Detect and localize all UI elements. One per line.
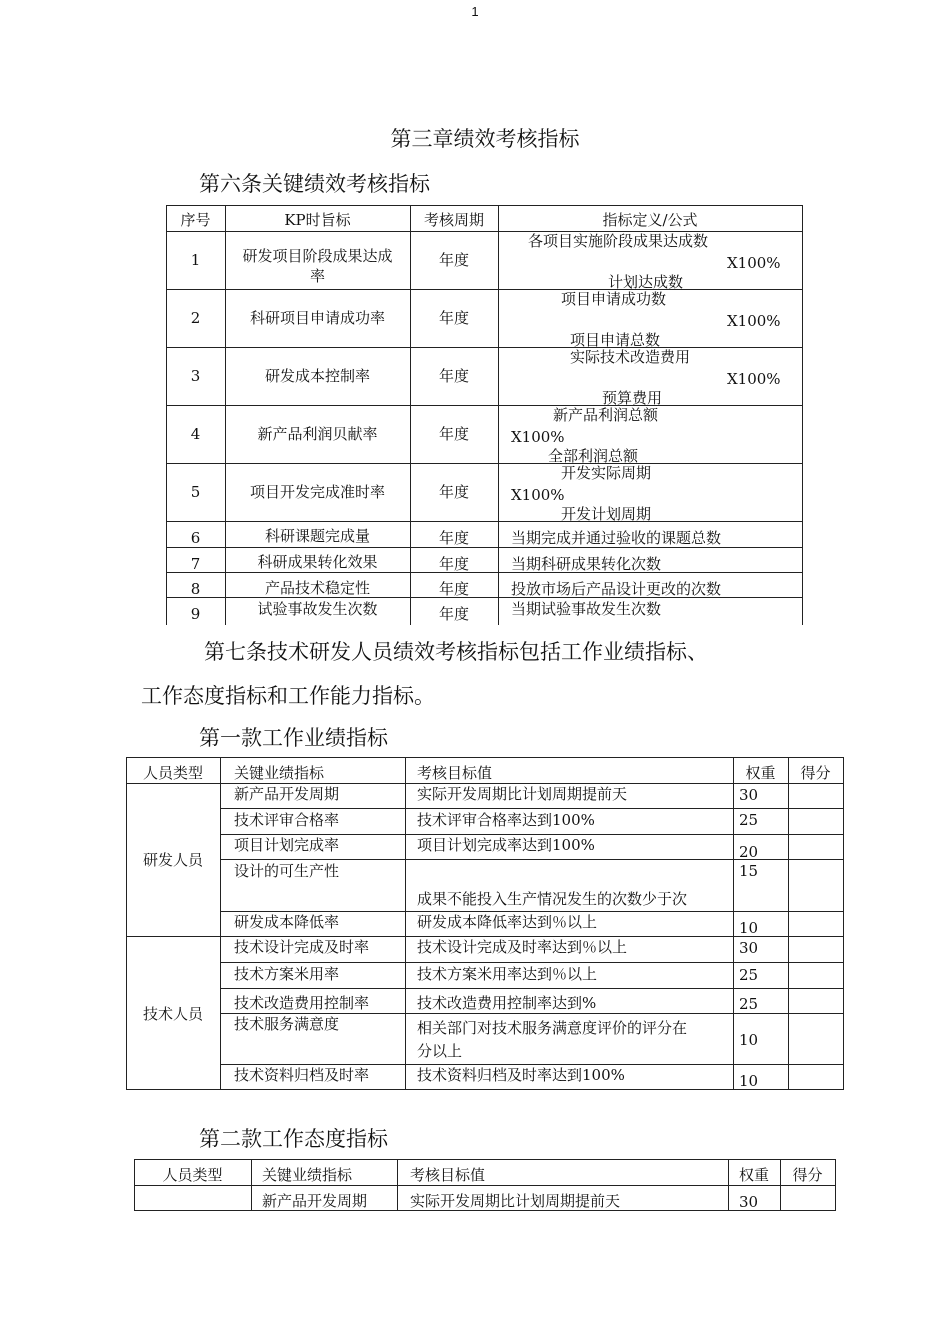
kpi-row-definition: 当期完成并通过验收的课题总数 (511, 529, 722, 547)
formula-denominator: 开发计划周期 (561, 505, 652, 523)
perf-header-target: 考核目标值 (417, 764, 493, 782)
kpi-row-name: 研发项目阶段成果达成 (242, 247, 393, 265)
perf-row-indicator: 技术改造费用控制率 (234, 994, 370, 1012)
kpi-row-no: 8 (190, 580, 201, 598)
formula-numerator: 实际技术改造费用 (570, 348, 691, 366)
formula-numerator: 各项目实施阶段成果达成数 (528, 232, 709, 250)
perf-header-weight: 权重 (745, 764, 776, 782)
perf-header-indicator: 关键业绩指标 (234, 764, 325, 782)
perf-row-target: 项目计划完成率达到100% (417, 836, 595, 854)
kpi-row-definition: 当期科研成果转化次数 (511, 555, 662, 573)
kpi-row-period: 年度 (438, 251, 469, 269)
perf-row-target: 成果不能投入生产情况发生的次数少于次 (417, 890, 688, 908)
kpi-row-period: 年度 (438, 529, 469, 547)
chapter-title: 第三章绩效考核指标 (390, 127, 580, 151)
formula-denominator: 计划达成数 (608, 273, 684, 291)
kpi-row-no: 2 (190, 309, 201, 327)
kpi-row-name: 研发成本控制率 (264, 367, 370, 385)
kpi-header-period: 考核周期 (423, 211, 484, 229)
kpi-header-definition: 指标定义/公式 (602, 211, 698, 229)
perf-row-weight: 25 (739, 995, 759, 1013)
perf-row-indicator: 技术设计完成及时率 (234, 938, 370, 956)
perf-row-indicator: 技术服务满意度 (234, 1015, 340, 1033)
kpi-row-definition: 当期试验事故发生次数 (511, 600, 662, 618)
att-header-weight: 权重 (738, 1166, 769, 1184)
article7-line1: 第七条技术研发人员绩效考核指标包括工作业绩指标、 (204, 640, 708, 664)
kpi-row-no: 6 (190, 529, 201, 547)
perf-row-target: 技术评审合格率达到100% (417, 811, 595, 829)
att-row-target: 实际开发周期比计划周期提前天 (410, 1192, 621, 1210)
formula-numerator: 新产品利润总额 (553, 406, 659, 424)
formula-numerator: 项目申请成功数 (561, 290, 667, 308)
perf-row-indicator: 新产品开发周期 (234, 785, 340, 803)
formula-multiplier: X100% (727, 254, 781, 272)
kpi-header-name: KP时旨标 (284, 211, 351, 229)
kpi-row-name: 新产品利润贝献率 (257, 425, 378, 443)
perf-header-type: 人员类型 (142, 764, 203, 782)
perf-header-score: 得分 (800, 764, 831, 782)
formula-denominator: 项目申请总数 (570, 331, 661, 349)
perf-row-target: 技术资料归档及时率达到100% (417, 1066, 625, 1084)
kpi-row-period: 年度 (438, 309, 469, 327)
kpi-row-name: 试验事故发生次数 (257, 600, 378, 618)
kpi-row-period: 年度 (438, 425, 469, 443)
perf-row-weight: 10 (739, 1072, 759, 1090)
formula-numerator: 开发实际周期 (561, 464, 652, 482)
formula-multiplier: X100% (727, 312, 781, 330)
perf-row-weight: 10 (739, 919, 759, 937)
section1-title: 第一款工作业绩指标 (199, 726, 388, 750)
kpi-row-name: 科研课题完成量 (264, 527, 370, 545)
kpi-row-no: 9 (190, 605, 201, 623)
perf-row-target: 相关部门对技术服务满意度评价的评分在 (417, 1019, 688, 1037)
kpi-row-no: 1 (190, 251, 201, 269)
article6-title: 第六条关键绩效考核指标 (199, 172, 430, 196)
kpi-header-no: 序号 (180, 211, 211, 229)
perf-row-weight: 10 (739, 1031, 759, 1049)
att-header-target: 考核目标值 (410, 1166, 486, 1184)
formula-denominator: 全部利润总额 (548, 447, 639, 465)
perf-row-indicator: 设计的可生产性 (234, 862, 340, 880)
kpi-row-no: 4 (190, 425, 201, 443)
att-header-indicator: 关键业绩指标 (262, 1166, 353, 1184)
perf-row-weight: 15 (739, 862, 759, 880)
formula-denominator: 预算费用 (602, 389, 663, 407)
perf-row-target: 技术改造费用控制率达到% (417, 994, 597, 1012)
perf-row-target: 技术设计完成及时率达到％以上 (417, 938, 628, 956)
kpi-row-period: 年度 (438, 483, 469, 501)
perf-group-type-tech: 技术人员 (142, 1005, 203, 1023)
att-header-score: 得分 (792, 1166, 823, 1184)
article7-line2: 工作态度指标和工作能力指标。 (141, 684, 435, 708)
perf-row-indicator: 技术资料归档及时率 (234, 1066, 370, 1084)
page-number: 1 (471, 4, 479, 19)
perf-row-weight: 25 (739, 811, 759, 829)
att-row-weight: 30 (739, 1193, 759, 1211)
perf-row-weight: 20 (739, 843, 759, 861)
kpi-row-no: 7 (190, 555, 201, 573)
att-row-indicator: 新产品开发周期 (262, 1192, 368, 1210)
perf-row-indicator: 项目计划完成率 (234, 836, 340, 854)
kpi-row-name: 科研项目申请成功率 (249, 309, 385, 327)
formula-multiplier: X100% (511, 486, 565, 504)
perf-row-indicator: 研发成本降低率 (234, 913, 340, 931)
perf-row-weight: 25 (739, 966, 759, 984)
perf-row-weight: 30 (739, 939, 759, 957)
kpi-row-period: 年度 (438, 580, 469, 598)
kpi-row-name: 产品技术稳定性 (264, 579, 370, 597)
kpi-row-name: 科研成果转化效果 (257, 553, 378, 571)
perf-row-target: 研发成本降低率达到％以上 (417, 913, 598, 931)
kpi-row-period: 年度 (438, 367, 469, 385)
kpi-row-no: 5 (190, 483, 201, 501)
section2-title: 第二款工作态度指标 (199, 1127, 388, 1151)
att-header-type: 人员类型 (162, 1166, 223, 1184)
kpi-row-period: 年度 (438, 605, 469, 623)
perf-group-type-rd: 研发人员 (142, 851, 203, 869)
formula-multiplier: X100% (511, 428, 565, 446)
perf-row-target: 实际开发周期比计划周期提前天 (417, 785, 628, 803)
kpi-row-period: 年度 (438, 555, 469, 573)
kpi-row-definition: 投放市场后产品设计更改的次数 (511, 580, 722, 598)
perf-row-weight: 30 (739, 786, 759, 804)
kpi-row-name-cont: 率 (309, 267, 325, 285)
perf-row-indicator: 技术评审合格率 (234, 811, 340, 829)
perf-row-target-cont: 分以上 (417, 1042, 463, 1060)
perf-row-target: 技术方案米用率达到％以上 (417, 965, 598, 983)
kpi-row-no: 3 (190, 367, 201, 385)
formula-multiplier: X100% (727, 370, 781, 388)
perf-row-indicator: 技术方案米用率 (234, 965, 340, 983)
kpi-row-name: 项目开发完成准时率 (249, 483, 385, 501)
